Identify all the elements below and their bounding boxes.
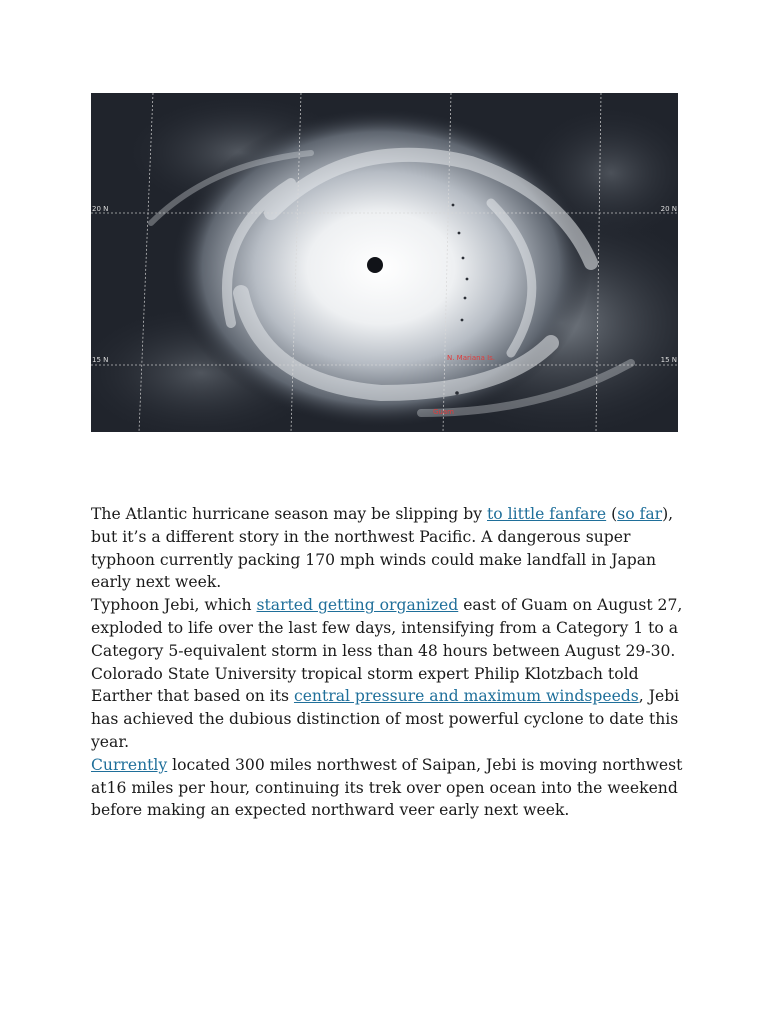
typhoon-satellite-image	[91, 93, 678, 432]
article-body	[91, 503, 691, 822]
typhoon-eye	[367, 257, 383, 273]
paragraph-2	[91, 594, 691, 754]
paragraph-3	[91, 754, 691, 822]
paragraph-2-text-a: Typhoon Jebi, which	[91, 596, 257, 615]
paragraph-3-text-a: located 300 miles northwest of Saipan, Jebi is moving northwest at16 miles per hour, continuing its trek over open ocean into the weekend before making an expected northward veer early next week.	[91, 755, 683, 820]
paragraph-1-text-c: ), but it’s a different story in the northwest Pacific. A dangerous super typhoon currently packing 170 mph winds could make landfall in Japan early next week.	[91, 505, 674, 592]
paragraph-1-text-a: The Atlantic hurricane season may be slipping by	[91, 505, 487, 523]
paragraph-2-text-c: , Jebi has achieved the dubious distinction of most powerful cyclone to date this year.	[91, 687, 680, 751]
link-central-pressure[interactable]: central pressure and maximum windspeeds	[293, 687, 639, 706]
latitude-label-20n-left: 20 N	[92, 205, 109, 213]
link-started-getting-organized[interactable]: started getting organized	[256, 596, 459, 615]
paragraph-1-text-b: (	[606, 505, 618, 523]
link-to-little-fanfare[interactable]: to little fanfare	[487, 505, 607, 523]
paragraph-2-text-b: east of Guam on August 27, exploded to life over the last few days, intensifying from a Category 1 to a Category 5-equivalent storm in less than 48 hours between August 29-30. Colorado State University tropical storm expert Philip Klotzbach told Earther that based on its	[91, 596, 683, 706]
paragraph-1	[91, 503, 691, 594]
satellite-image-graphic	[91, 93, 678, 432]
guam-label: Guam	[433, 408, 454, 416]
latitude-label-20n-right: 20 N	[660, 205, 677, 213]
latitude-label-15n-right: 15 N	[660, 356, 677, 364]
latitude-label-15n-left: 15 N	[92, 356, 109, 364]
islands-label: N. Mariana Is.	[447, 354, 496, 362]
link-currently[interactable]: Currently	[91, 755, 168, 774]
link-so-far[interactable]: so far	[617, 505, 663, 523]
